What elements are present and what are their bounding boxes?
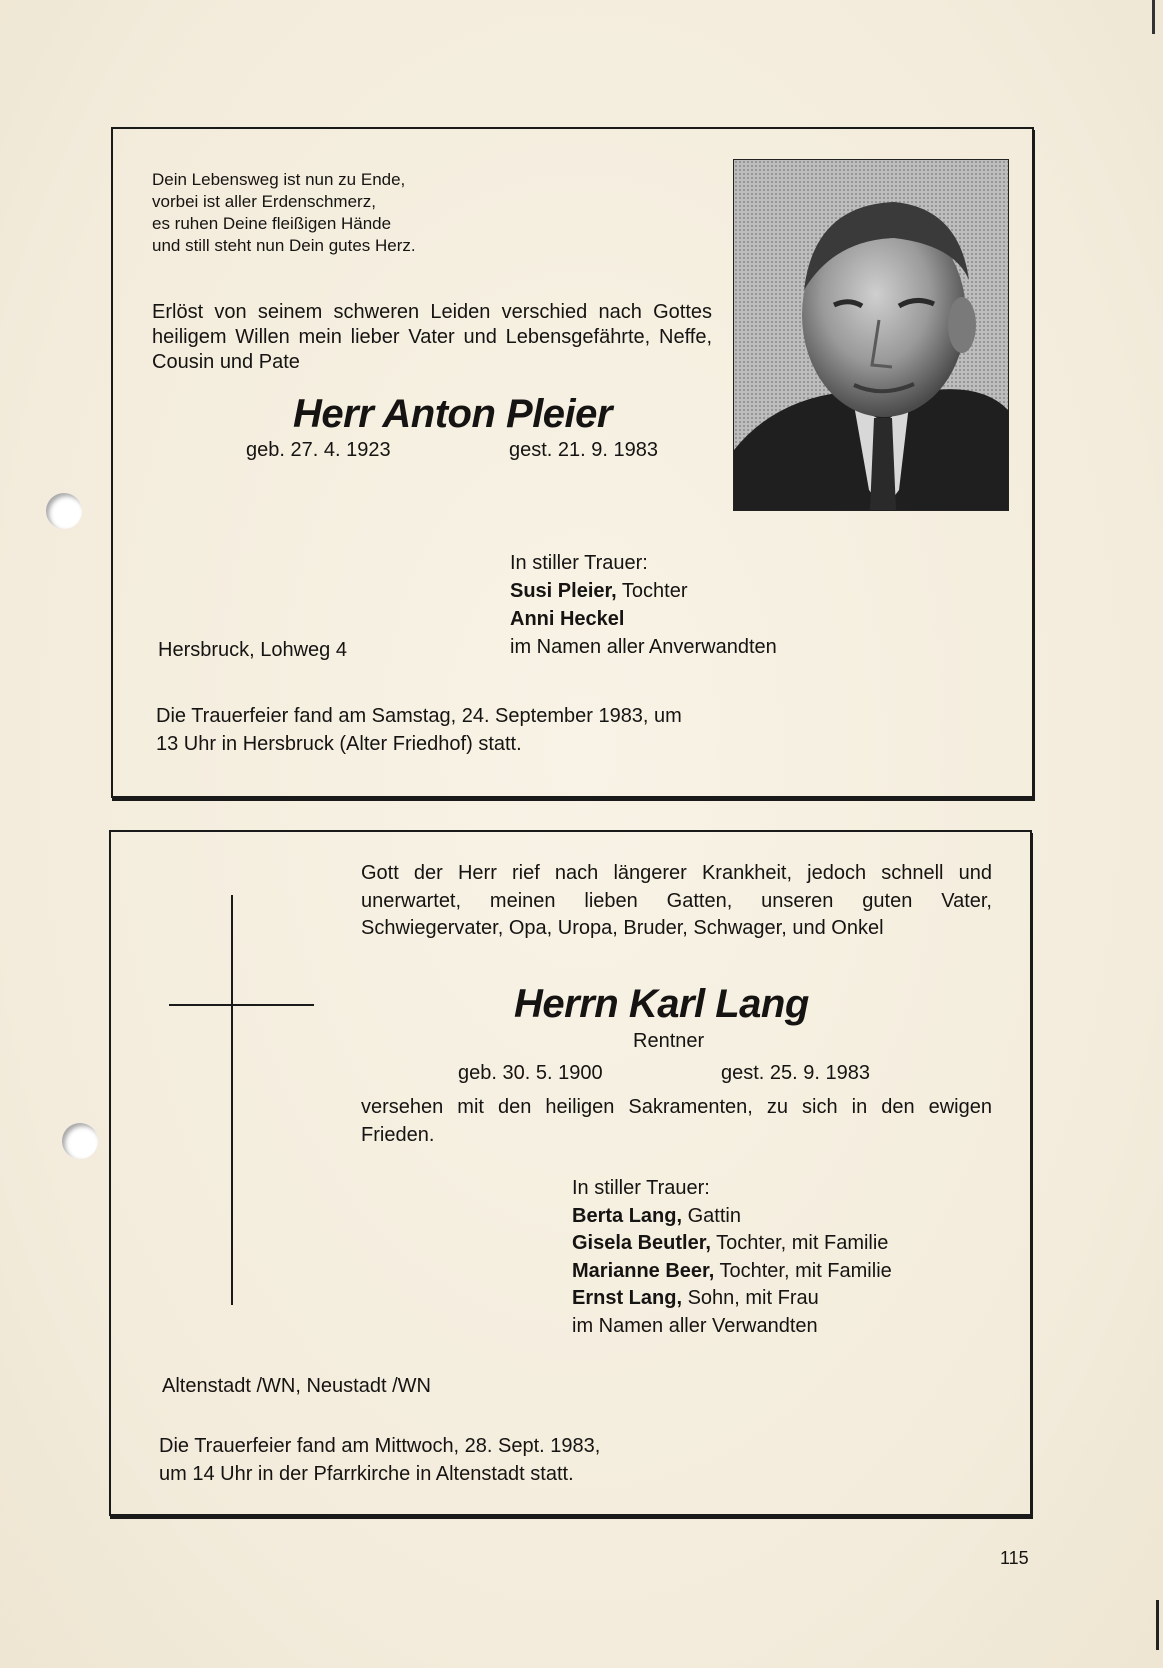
- mourner-name: Marianne Beer,: [572, 1259, 715, 1282]
- page-number: 115: [1000, 1548, 1029, 1568]
- mourners-closing: im Namen aller Anverwandten: [510, 636, 777, 658]
- deceased-title: Rentner: [633, 1030, 705, 1052]
- mourners-block: [572, 1175, 892, 1340]
- page-edge-mark: [1156, 1600, 1159, 1650]
- funeral-service-info: [156, 702, 682, 758]
- deceased-name: Herrn Karl Lang: [514, 982, 809, 1026]
- mourners-heading: In stiller Trauer:: [510, 552, 648, 574]
- deceased-name: Herr Anton Pleier: [293, 392, 612, 436]
- mourners-heading: In stiller Trauer:: [572, 1177, 710, 1199]
- mourner-relation: Tochter, mit Familie: [714, 1259, 892, 1282]
- mourner-entry: [510, 605, 777, 633]
- mourner-name: Berta Lang,: [572, 1204, 683, 1227]
- mourners-closing: im Namen aller Verwandten: [572, 1314, 818, 1337]
- mourners-block: [510, 549, 777, 661]
- mourner-entry: [572, 1203, 892, 1231]
- mourner-name: Ernst Lang,: [572, 1287, 683, 1309]
- mourner-relation: Tochter, mit Familie: [710, 1232, 889, 1254]
- verse-line: vorbei ist aller Erdenschmerz,: [152, 192, 376, 211]
- birth-date: geb. 30. 5. 1900: [458, 1062, 603, 1084]
- obituary-notice-pleier: [111, 127, 1034, 798]
- cross-icon: [231, 895, 233, 1305]
- verse-line: es ruhen Deine fleißigen Hände: [152, 214, 392, 233]
- service-line: Die Trauerfeier fand am Mittwoch, 28. Sept. 1983,: [159, 1435, 601, 1457]
- address: Altenstadt /WN, Neustadt /WN: [162, 1375, 431, 1397]
- mourner-entry: [572, 1285, 892, 1313]
- announcement-text: Gott der Herr rief nach längerer Krankheit, jedoch schnell und unerwartet, meinen lieben Gatten, unseren guten Vater, Schwiegervater, Opa, Uropa, Bruder, Schwager, und Onkel: [361, 862, 992, 939]
- portrait-photo-image: [734, 160, 1008, 510]
- verse-line: und still steht nun Dein gutes Herz.: [152, 236, 416, 255]
- mourner-relation: Tochter: [616, 580, 688, 602]
- death-date: gest. 21. 9. 1983: [509, 439, 659, 461]
- announcement-continuation: versehen mit den heiligen Sakramenten, zu sich in den ewigen Frieden.: [361, 1096, 992, 1146]
- service-line: Die Trauerfeier fand am Samstag, 24. September 1983, um: [156, 705, 682, 727]
- mourner-entry: [572, 1258, 892, 1286]
- portrait-photo: [733, 159, 1009, 511]
- mourner-entry: [510, 577, 777, 605]
- mourner-entry: [572, 1230, 892, 1258]
- mourner-name: Susi Pleier,: [510, 580, 617, 602]
- address: Hersbruck, Lohweg 4: [158, 639, 347, 661]
- service-line: 13 Uhr in Hersbruck (Alter Friedhof) statt.: [156, 733, 522, 755]
- mourner-relation: Gattin: [682, 1204, 741, 1227]
- verse-line: Dein Lebensweg ist nun zu Ende,: [152, 170, 406, 189]
- mourner-relation: Sohn, mit Frau: [682, 1287, 819, 1309]
- mourner-name: Gisela Beutler,: [572, 1232, 711, 1254]
- announcement-text: Erlöst von seinem schweren Leiden verschied nach Gottes heiligem Willen mein lieber Vater und Lebensgefährte, Neffe, Cousin und Pate: [152, 301, 712, 373]
- death-date: gest. 25. 9. 1983: [721, 1062, 871, 1084]
- memorial-verse: [152, 169, 416, 257]
- punch-hole-bottom: [62, 1123, 98, 1159]
- punch-hole-top: [46, 493, 82, 529]
- birth-date: geb. 27. 4. 1923: [246, 439, 391, 461]
- page-edge-mark: [1152, 0, 1155, 34]
- service-line: um 14 Uhr in der Pfarrkirche in Altenstadt statt.: [159, 1463, 574, 1485]
- obituary-notice-lang: [109, 830, 1032, 1516]
- mourner-name: Anni Heckel: [510, 608, 625, 630]
- funeral-service-info: [159, 1432, 600, 1488]
- cross-icon-bar: [169, 1004, 314, 1006]
